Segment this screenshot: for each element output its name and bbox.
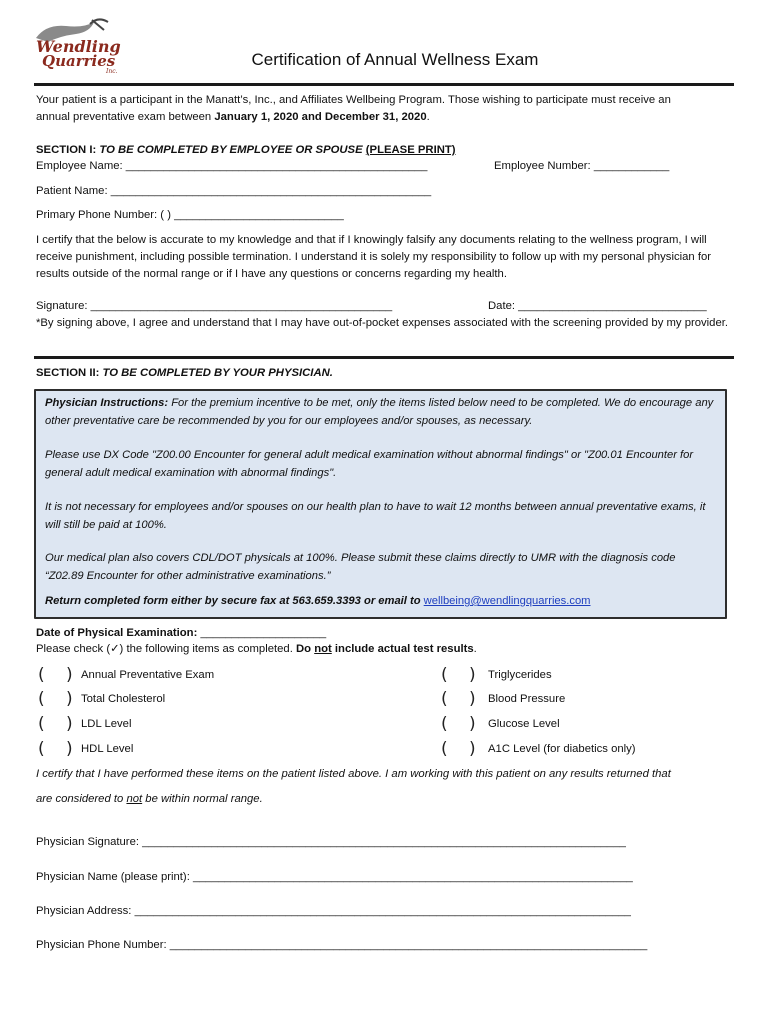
- employee-certification-text: I certify that the below is accurate to my knowledge and that if I knowingly falsify any documents relating to the wellness program, I will receive punishment, including possible termination. I understand it is solely my responsibility to follow up with my personal physician for results outside of the normal range or if I have any questions or concerns regarding my health.: [36, 234, 712, 280]
- intro-line-1: Your patient is a participant in the Manatt’s, Inc., and Affiliates Wellbeing Program. Those wishing to participate must receive an: [36, 94, 671, 106]
- section-2-heading: SECTION II: TO BE COMPLETED BY YOUR PHYSICIAN.: [36, 367, 333, 379]
- physician-address-field[interactable]: Physician Address: _______________________________________________________________________________: [36, 905, 631, 917]
- cdl-dot-note: Our medical plan also covers CDL/DOT physicals at 100%. Please submit these claims directly to UMR with the diagnosis code “Z02.89 Encounter for other administrative examinations.”: [45, 552, 676, 582]
- wait-period-note: It is not necessary for employees and/or spouses on our health plan to have to wait 12 months between annual preventative exams, it will still be paid at 100%.: [45, 501, 706, 531]
- primary-phone-field[interactable]: Primary Phone Number: ( ) ___________________________: [36, 209, 344, 221]
- item-glucose: Glucose Level: [488, 718, 560, 730]
- physician-instructions: Physician Instructions: For the premium incentive to be met, only the items listed below need to be completed. We do encourage any other preventative care be recommended by you for our employees and/or spouses, as necessary.: [45, 397, 714, 427]
- logo-text-3: Inc.: [106, 68, 118, 74]
- checkbox-blood-pressure[interactable]: ( ): [441, 689, 476, 709]
- page-title: Certification of Annual Wellness Exam: [251, 50, 539, 69]
- item-ldl: LDL Level: [81, 718, 132, 730]
- checkbox-annual-exam[interactable]: ( ): [38, 665, 73, 685]
- email-link[interactable]: wellbeing@wendlingquarries.com: [423, 595, 591, 607]
- return-instructions: Return completed form either by secure fax at 563.659.3393 or email to wellbeing@wendlingquarries.com: [45, 595, 591, 607]
- physician-certify-line-1: I certify that I have performed these items on the patient listed above. I am working with this patient on any results returned that: [36, 768, 671, 780]
- item-total-cholesterol: Total Cholesterol: [81, 693, 166, 705]
- item-triglycerides: Triglycerides: [488, 669, 552, 681]
- check-instructions: Please check (✓) the following items as completed. Do not include actual test results.: [36, 643, 477, 655]
- item-hdl: HDL Level: [81, 743, 134, 755]
- logo-text-1: Wendling: [36, 37, 121, 56]
- exam-date-range: January 1, 2020 and December 31, 2020: [214, 111, 427, 123]
- physician-instructions-box: [34, 389, 727, 619]
- employee-signature-field[interactable]: Signature: ________________________________________________: [36, 300, 393, 312]
- physician-signature-field[interactable]: Physician Signature: _____________________________________________________________________________: [36, 836, 626, 848]
- exam-date-field[interactable]: Date of Physical Examination: ____________________: [36, 627, 327, 639]
- checkbox-total-cholesterol[interactable]: ( ): [38, 689, 73, 709]
- dx-code-note: Please use DX Code "Z00.00 Encounter for general adult medical examination without abnormal findings" or "Z00.01 Encounter for general adult medical examination with abnormal findings".: [45, 449, 694, 479]
- header-divider: [34, 83, 734, 86]
- physician-certify-line-2: are considered to not be within normal range.: [36, 793, 263, 805]
- employee-name-field[interactable]: Employee Name: ________________________________________________: [36, 160, 428, 172]
- intro-line-2: annual preventative exam between January 1, 2020 and December 31, 2020.: [36, 111, 430, 123]
- item-blood-pressure: Blood Pressure: [488, 693, 566, 705]
- section-1-heading: SECTION I: TO BE COMPLETED BY EMPLOYEE OR SPOUSE (PLEASE PRINT): [36, 144, 456, 156]
- checkbox-hdl[interactable]: ( ): [38, 739, 73, 759]
- item-annual-exam: Annual Preventative Exam: [81, 669, 215, 681]
- checkbox-a1c[interactable]: ( ): [441, 739, 476, 759]
- signing-note: *By signing above, I agree and understand that I may have out-of-pocket expenses associated with the screening provided by my provider.: [36, 317, 729, 329]
- section-divider: [34, 356, 734, 359]
- physician-name-field[interactable]: Physician Name (please print): ______________________________________________________________________: [36, 871, 633, 883]
- employee-date-field[interactable]: Date: ______________________________: [488, 300, 707, 312]
- checkbox-glucose[interactable]: ( ): [441, 714, 476, 734]
- logo-text-2: Quarries: [42, 52, 116, 70]
- checkbox-triglycerides[interactable]: ( ): [441, 665, 476, 685]
- employee-number-field[interactable]: Employee Number: ____________: [494, 160, 670, 172]
- physician-phone-field[interactable]: Physician Phone Number: ____________________________________________________________________________: [36, 939, 648, 951]
- item-a1c: A1C Level (for diabetics only): [488, 743, 636, 755]
- patient-name-field[interactable]: Patient Name: ___________________________________________________: [36, 185, 432, 197]
- checkbox-ldl[interactable]: ( ): [38, 714, 73, 734]
